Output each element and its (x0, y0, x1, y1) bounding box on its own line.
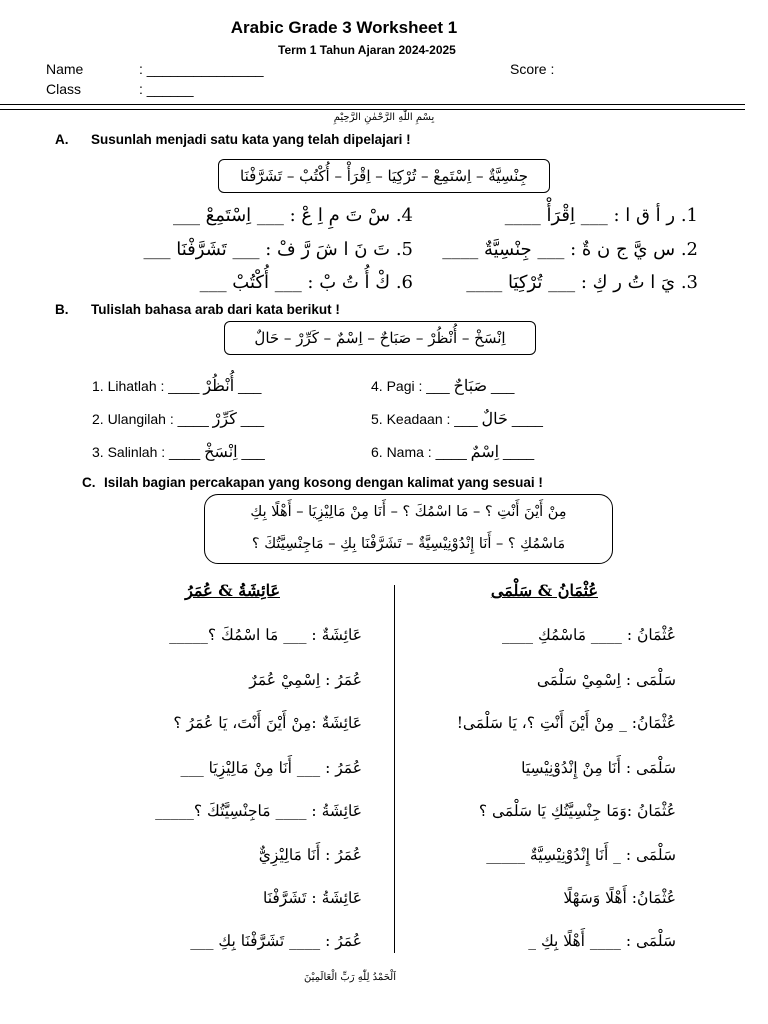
dialogue-right-line-3: عُثْمَانُ: _ مِنْ أَيْنَ أَنْتِ ؟، يَا سَلْمَى! (456, 714, 676, 732)
dialogue-right-line-5: عُثْمَانُ :وَمَا جِنْسِيَّتُكِ يَا سَلْمَى ؟ (478, 802, 676, 820)
exercise-a-4: 4. سْ تَ مِ اِ عْ : ___ اِسْتَمِعْ ___ (172, 205, 413, 226)
exercise-b-6-answer: اِسْمٌ (470, 442, 500, 461)
section-b-word-bank: اِنْسَخْ – أُنْظُرْ – صَبَاحٌ – اِسْمٌ – كَرِّرْ – حَالٌ (224, 321, 536, 355)
dialogue-column-divider (394, 585, 395, 953)
section-b-letter: B. (55, 302, 69, 317)
exercise-a-2: 2. س يَّ ج ن ةٌ : ___ جِنْسِيَّةٌ ____ (442, 239, 698, 260)
header-divider-bottom (0, 109, 745, 110)
exercise-b-1 (92, 376, 261, 395)
exercise-a-1: 1. ر أ ق ا : ___ اِقْرَأْ ____ (504, 205, 698, 226)
worksheet-title: Arabic Grade 3 Worksheet 1 (230, 18, 458, 37)
exercise-b-6 (371, 442, 534, 461)
section-a-instruction: Susunlah menjadi satu kata yang telah dipelajari ! (91, 132, 411, 147)
name-field[interactable]: : _______________ (139, 61, 264, 77)
dialogue-right-heading: عُثْمَانُ & سَلْمَى (490, 581, 598, 600)
class-label: Class (46, 81, 82, 97)
dialogue-right-line-2: سَلْمَى : اِسْمِيْ سَلْمَى (536, 671, 676, 689)
exercise-b-2-answer: كَرِّرْ (212, 409, 237, 428)
exercise-b-3-tail: ___ (241, 444, 265, 460)
dialogue-left-line-6: عُمَرُ : أَنَا مَالِيْزِيٌّ (258, 846, 362, 864)
closing-hamdalah: اَلْحَمْدُ لِلّٰهِ رَبِّ الْعَالَمِيْنَ (304, 972, 396, 983)
exercise-b-4-answer: صَبَاحٌ (453, 376, 488, 395)
exercise-b-5-label: 5. Keadaan : ___ (371, 411, 478, 427)
exercise-b-2-label: 2. Ulangilah : ____ (92, 411, 209, 427)
exercise-b-5-answer: حَالٌ (481, 409, 508, 428)
exercise-b-2-tail: ___ (240, 411, 265, 427)
dialogue-left-line-8: عُمَرُ : ____ تَشَرَّفْنَا بِكِ ___ (190, 932, 362, 950)
exercise-b-1-answer: أُنْظُرْ (203, 376, 235, 395)
header-divider-top (0, 104, 745, 105)
section-a-letter: A. (55, 132, 69, 147)
section-c-instruction: Isilah bagian percakapan yang kosong dengan kalimat yang sesuai ! (104, 475, 543, 490)
dialogue-left-line-2: عُمَرُ : اِسْمِيْ عُمَرٌ (249, 671, 362, 689)
exercise-b-6-label: 6. Nama : ____ (371, 444, 467, 460)
exercise-b-2 (92, 409, 264, 428)
dialogue-right-line-1: عُثْمَانُ : ____ مَاسْمُكِ ____ (502, 626, 676, 644)
exercise-a-3: 3. يَ ا تُ ر كِ : ___ تُرْكِيَا ____ (466, 272, 698, 293)
dialogue-left-line-4: عُمَرُ : ___ أَنَا مِنْ مَالِيْزِيَا ___ (180, 759, 362, 777)
section-c-word-bank-line-1: مِنْ أَيْنَ أَنْتِ ؟ – مَا اسْمُكَ ؟ – أَنَا مِنْ مَالِيْزِيَا – أَهْلًا بِكِ (250, 504, 567, 520)
dialogue-right-line-4: سَلْمَى : أَنَا مِنْ إِنْدُوْنِيْسِيَا (521, 759, 676, 777)
exercise-b-4-label: 4. Pagi : ___ (371, 378, 450, 394)
dialogue-left-line-7: عَائِشَةُ : تَشَرَّفْنَا (262, 889, 362, 907)
exercise-b-4-tail: ___ (491, 378, 515, 394)
exercise-b-4 (371, 376, 514, 395)
exercise-b-5-tail: ____ (511, 411, 543, 427)
section-a-word-bank: جِنْسِيَّةٌ – اِسْتَمِعْ – تُرْكِيَا – اِقْرَأْ – أُكْتُبْ – تَشَرَّفْنَا (218, 159, 550, 193)
score-label: Score : (510, 61, 555, 77)
dialogue-right-line-7: عُثْمَانُ: أَهْلًا وَسَهْلًا (563, 889, 676, 907)
name-label: Name (46, 61, 84, 77)
section-c-word-bank-line-2: مَاسْمُكِ ؟ – أَنَا إِنْدُوْنِيْسِيَّةٌ – تَشَرَّفْنَا بِكِ – مَاجِنْسِيَّتُكَ ؟ (251, 536, 566, 552)
worksheet-subtitle: Term 1 Tahun Ajaran 2024-2025 (278, 43, 456, 57)
section-c-word-bank (204, 494, 613, 564)
exercise-b-3 (92, 442, 265, 461)
dialogue-right-line-8: سَلْمَى : ____ أَهْلًا بِكِ _ (528, 932, 676, 950)
exercise-a-6: 6. كْ أُ تُ بْ : ___ أُكْتُبْ ___ (199, 272, 413, 293)
exercise-b-1-label: 1. Lihatlah : ____ (92, 378, 200, 394)
class-field[interactable]: : ______ (139, 81, 194, 97)
dialogue-left-line-5: عَائِشَةُ : ____ مَاجِنْسِيَّتُكَ ؟_____ (155, 802, 362, 820)
dialogue-left-heading: عَائِشَةُ & عُمَرُ (185, 581, 280, 600)
section-c-letter: C. (82, 475, 96, 490)
exercise-b-5 (371, 409, 543, 428)
exercise-b-1-tail: ___ (238, 378, 262, 394)
exercise-b-3-answer: اِنْسَخْ (204, 442, 238, 461)
dialogue-right-line-6: سَلْمَى : _ أَنَا إِنْدُوْنِيْسِيَّةٌ _____ (486, 846, 676, 864)
exercise-b-6-tail: ____ (503, 444, 535, 460)
dialogue-left-line-1: عَائِشَةٌ : ___ مَا اسْمُكَ ؟_____ (169, 626, 362, 644)
exercise-a-5: 5. تَ نَ ا شَ رَّ فْ : ___ تَشَرَّفْنَا ___ (143, 239, 413, 260)
dialogue-left-line-3: عَائِشَةٌ :مِنْ أَيْنَ أَنْتَ، يَا عُمَرُ ؟ (173, 714, 362, 732)
section-b-instruction: Tulislah bahasa arab dari kata berikut ! (91, 302, 340, 317)
basmala: بِسْمِ اللّٰهِ الرَّحْمٰنِ الرَّحِيْمِ (333, 112, 435, 123)
exercise-b-3-label: 3. Salinlah : ____ (92, 444, 201, 460)
